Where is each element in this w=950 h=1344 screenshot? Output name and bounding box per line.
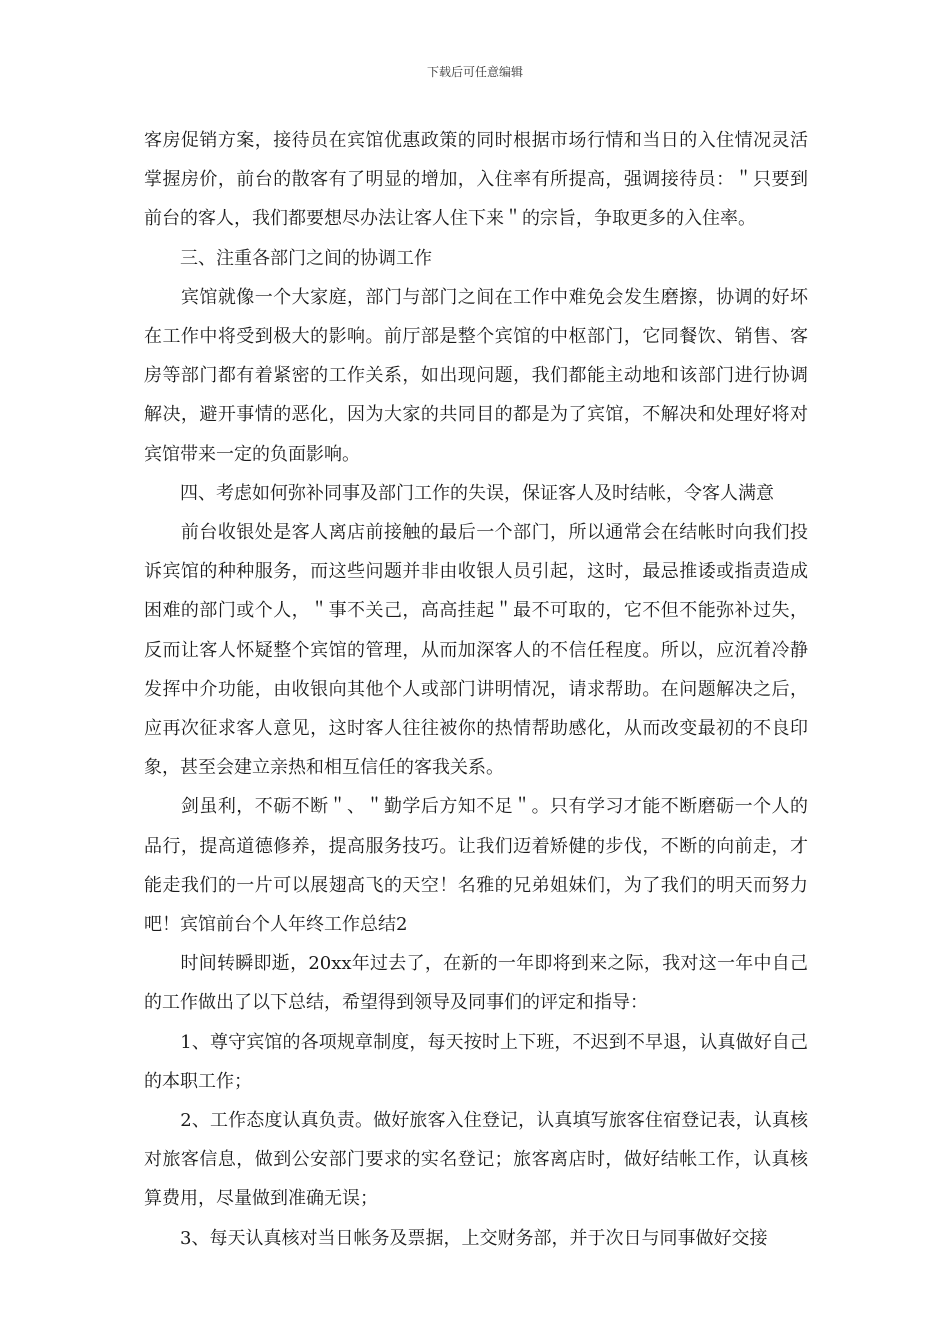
section-heading: 三、注重各部门之间的协调工作 — [144, 247, 432, 269]
paragraph: 宾馆就像一个大家庭，部门与部门之间在工作中难免会发生磨擦，协调的好坏在工作中将受到极大的影响。前厅部是整个宾馆的中枢部门，它同餐饮、销售、客房等部门都有着紧密的工作关系，如出现问题，我们都能主动地和该部门进行协调解决，避开事情的恶化，因为大家的共同目的都是为了宾馆，不解决和处理好将对宾馆带来一定的负面影响。 — [144, 286, 808, 465]
list-item: 3、每天认真核对当日帐务及票据，上交财务部，并于次日与同事做好交接 — [144, 1227, 768, 1249]
paragraph: 前台收银处是客人离店前接触的最后一个部门，所以通常会在结帐时向我们投诉宾馆的种种服务，而这些问题并非由收银人员引起，这时，最忌推诿或指责造成困难的部门或个人，＂事不关己，高高挂起＂最不可取的，它不但不能弥补过失，反而让客人怀疑整个宾馆的管理，从而加深客人的不信任程度。所以，应沉着冷静发挥中介功能，由收银向其他个人或部门讲明情况，请求帮助。在问题解决之后，应再次征求客人意见，这时客人往往被你的热情帮助感化，从而改变最初的不良印象，甚至会建立亲热和相互信任的客我关系。 — [144, 522, 808, 779]
document-body — [144, 121, 808, 1258]
list-item: 2、工作态度认真负责。做好旅客入住登记，认真填写旅客住宿登记表，认真核对旅客信息，做到公安部门要求的实名登记；旅客离店时，做好结帐工作，认真核算费用，尽量做到准确无误； — [144, 1110, 808, 1210]
list-item: 1、尊守宾馆的各项规章制度，每天按时上下班，不迟到不早退，认真做好自己的本职工作； — [144, 1031, 808, 1092]
paragraph: 客房促销方案，接待员在宾馆优惠政策的同时根据市场行情和当日的入住情况灵活掌握房价，前台的散客有了明显的增加，入住率有所提高，强调接待员：＂只要到前台的客人，我们都要想尽办法让客人住下来＂的宗旨，争取更多的入住率。 — [144, 130, 808, 230]
paragraph: 时间转瞬即逝，20xx年过去了，在新的一年即将到来之际，我对这一年中自己的工作做出了以下总结，希望得到领导及同事们的评定和指导： — [144, 953, 808, 1014]
page-header: 下载后可任意编辑 — [426, 65, 523, 79]
paragraph: 剑虽利，不砺不断＂、＂勤学后方知不足＂。只有学习才能不断磨砺一个人的品行，提高道德修养，提高服务技巧。让我们迈着矫健的步伐，不断的向前走，才能走我们的一片可以展翅高飞的天空！名雅的兄弟姐妹们，为了我们的明天而努力吧！宾馆前台个人年终工作总结2 — [144, 796, 808, 936]
section-heading: 四、考虑如何弥补同事及部门工作的失误，保证客人及时结帐，令客人满意 — [144, 482, 774, 504]
